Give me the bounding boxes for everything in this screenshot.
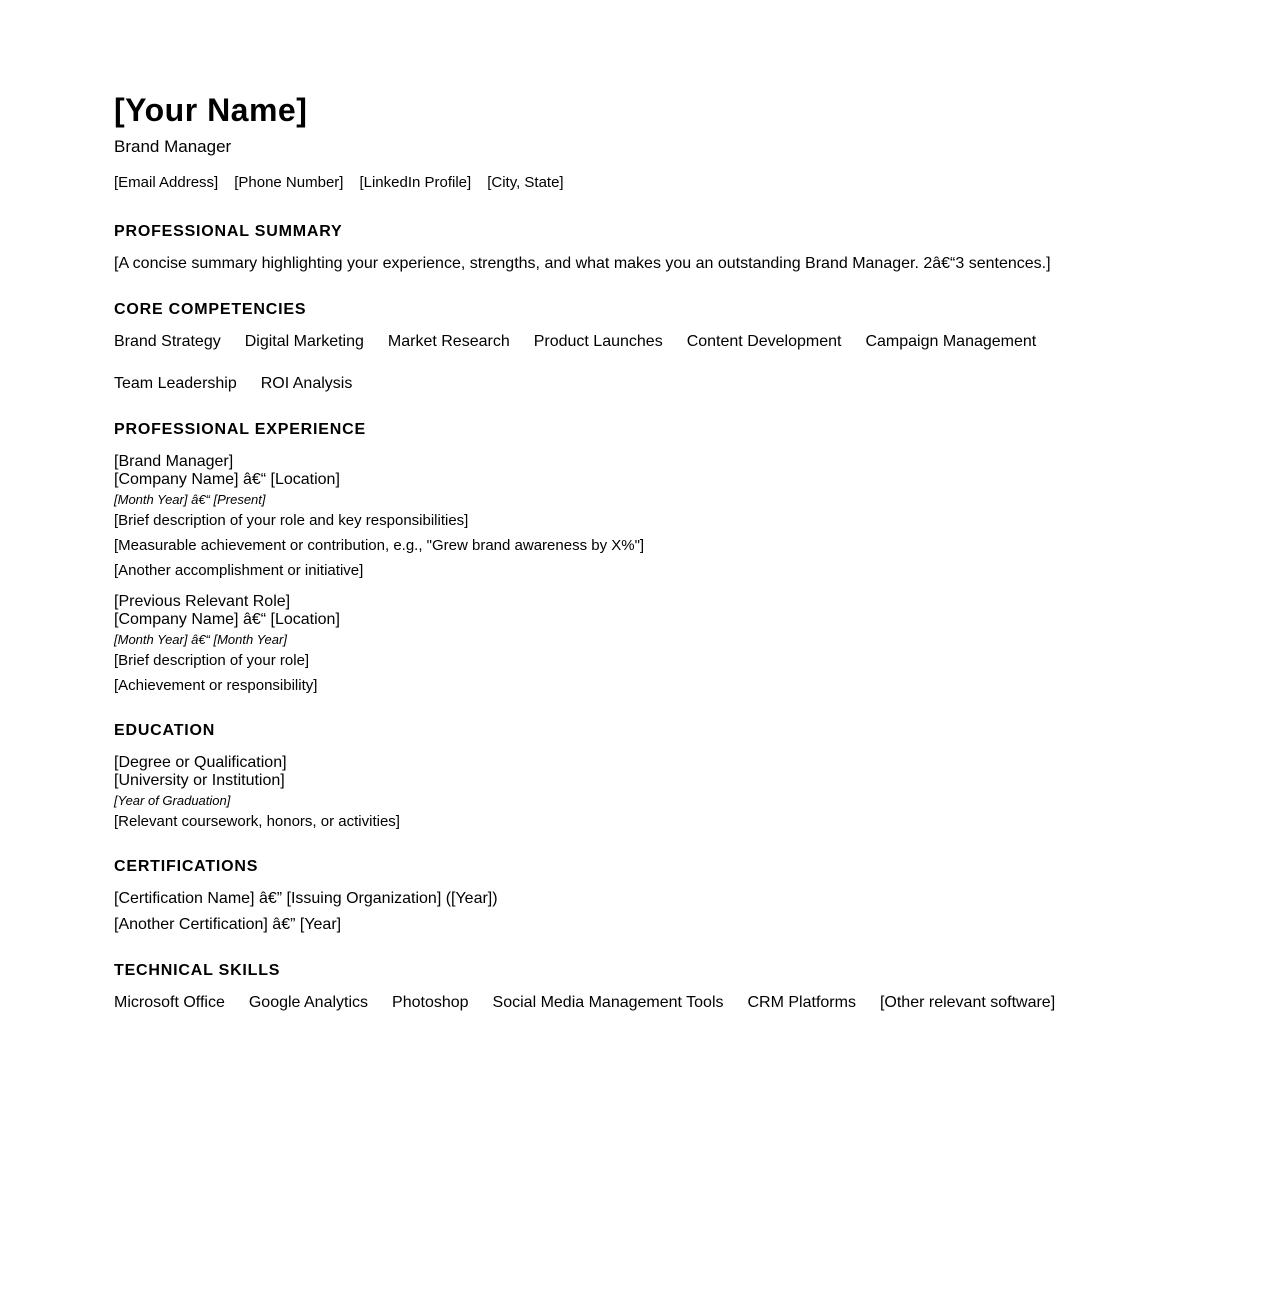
- technical-skill: Google Analytics: [248, 994, 369, 1011]
- job-bullet: [Measurable achievement or contribution, e.g., "Grew brand awareness by X%"]: [114, 537, 645, 554]
- job-dates: [Month Year] â€“ [Present]: [114, 492, 266, 507]
- job-bullet: [Another accomplishment or initiative]: [114, 562, 364, 579]
- job-dates: [Month Year] â€“ [Month Year]: [114, 632, 287, 647]
- contact-location: [City, State]: [487, 174, 564, 191]
- job-role: [Brand Manager]: [114, 453, 234, 470]
- competency-item: Team Leadership: [114, 375, 237, 392]
- education-institution: [University or Institution]: [114, 772, 285, 789]
- education-degree: [Degree or Qualification]: [114, 754, 287, 771]
- competency-item: Campaign Management: [865, 333, 1037, 350]
- certification-item: [Certification Name] â€” [Issuing Organization] ([Year]): [114, 890, 498, 907]
- technical-skill: Microsoft Office: [114, 994, 225, 1011]
- experience-heading: PROFESSIONAL EXPERIENCE: [114, 421, 366, 438]
- education-heading: EDUCATION: [114, 722, 216, 739]
- job-company: [Company Name] â€“ [Location]: [114, 611, 340, 628]
- candidate-name: [Your Name]: [114, 92, 308, 128]
- technical-skill: CRM Platforms: [747, 994, 856, 1011]
- job-company: [Company Name] â€“ [Location]: [114, 471, 340, 488]
- contact-line: [114, 173, 580, 193]
- job-bullet: [Brief description of your role]: [114, 652, 310, 669]
- competency-item: Product Launches: [533, 333, 663, 350]
- certifications-heading: CERTIFICATIONS: [114, 858, 259, 875]
- technical-heading: TECHNICAL SKILLS: [114, 962, 281, 979]
- technical-skill: [Other relevant software]: [879, 994, 1056, 1011]
- competency-item: Digital Marketing: [244, 333, 364, 350]
- competency-item: ROI Analysis: [260, 375, 353, 392]
- certification-item: [Another Certification] â€” [Year]: [114, 916, 342, 933]
- summary-text: [A concise summary highlighting your experience, strengths, and what makes you an outstanding Brand Manager. 2â€“3 sentences.]: [114, 255, 1051, 272]
- job-bullet: [Achievement or responsibility]: [114, 677, 318, 694]
- job-bullet: [Brief description of your role and key responsibilities]: [114, 512, 469, 529]
- competency-item: Market Research: [387, 333, 510, 350]
- technical-skills-row: [114, 993, 1079, 1013]
- competencies-row-2: [114, 374, 376, 394]
- contact-email: [Email Address]: [114, 174, 219, 191]
- summary-heading: PROFESSIONAL SUMMARY: [114, 223, 343, 240]
- contact-phone: [Phone Number]: [234, 174, 344, 191]
- competencies-heading: CORE COMPETENCIES: [114, 301, 307, 318]
- education-year: [Year of Graduation]: [114, 793, 231, 808]
- job-role: [Previous Relevant Role]: [114, 593, 291, 610]
- technical-skill: Social Media Management Tools: [492, 994, 724, 1011]
- technical-skill: Photoshop: [392, 994, 469, 1011]
- contact-linkedin: [LinkedIn Profile]: [359, 174, 472, 191]
- competencies-row-1: [114, 332, 1060, 352]
- education-details: [Relevant coursework, honors, or activities]: [114, 813, 400, 830]
- competency-item: Brand Strategy: [114, 333, 221, 350]
- job-title: Brand Manager: [114, 137, 232, 156]
- competency-item: Content Development: [686, 333, 842, 350]
